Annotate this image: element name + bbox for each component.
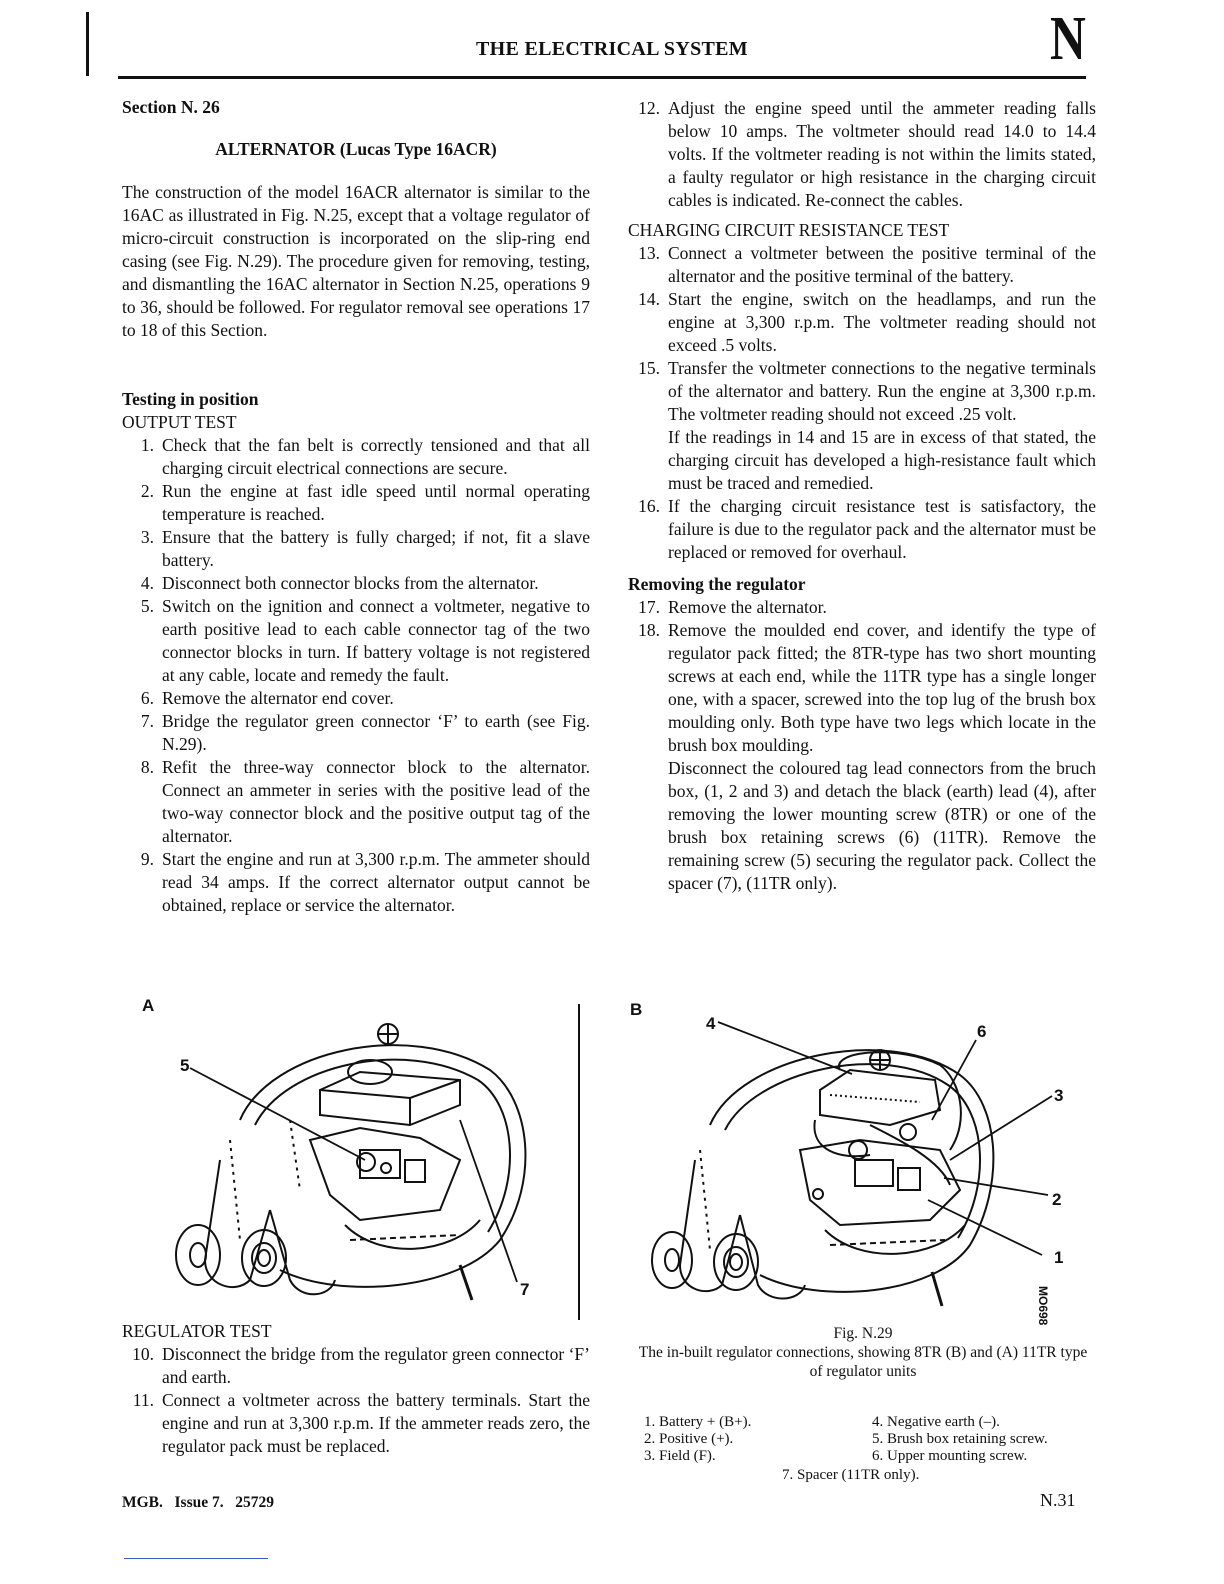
figure-caption-text: The in-built regulator connections, showing 8TR (B) and (A) 11TR type of regulator units bbox=[638, 1344, 1088, 1380]
section-title: ALTERNATOR (Lucas Type 16ACR) bbox=[215, 139, 497, 159]
list-item: 1. Check that the fan belt is correctly tensioned and that all charging circuit electrical connections are secure. bbox=[140, 435, 590, 478]
section-number: Section N. 26 bbox=[122, 97, 220, 117]
callout-5: 5 bbox=[180, 1056, 190, 1075]
figure-label-a: A bbox=[142, 996, 155, 1015]
callout-7: 7 bbox=[520, 1280, 530, 1299]
section-letter: N bbox=[1050, 5, 1086, 73]
right-column bbox=[628, 97, 1096, 895]
callout-4: 4 bbox=[706, 1014, 716, 1033]
list-item: 5. Switch on the ignition and connect a voltmeter, negative to earth positive lead to each cable connector tag of the two connector blocks in turn. If battery voltage is not registered at any cable, locate and remedy the fault. bbox=[140, 596, 590, 685]
list-item: 17. Remove the alternator. bbox=[638, 597, 827, 617]
list-item: 12. Adjust the engine speed until the ammeter reading falls below 10 amps. The voltmeter should read 14.0 to 14.4 volts. If the voltmeter reading is not within the limits stated, a faulty regulator or high resistance in the charging circuit cables is indicated. Re-connect the cables. bbox=[638, 98, 1096, 210]
list-item: 16. If the charging circuit resistance test is satisfactory, the failure is due to the regulator pack and the alternator must be replaced or removed for overhaul. bbox=[638, 496, 1096, 562]
figure-ref-code: MO698 bbox=[1036, 1286, 1050, 1326]
alternator-illustration-b bbox=[640, 1010, 1080, 1320]
legend-item: 1. Battery + (B+). bbox=[644, 1414, 752, 1430]
list-item: 3. Ensure that the battery is fully charged; if not, fit a slave battery. bbox=[140, 527, 590, 570]
callout-2: 2 bbox=[1052, 1190, 1062, 1209]
figure-caption bbox=[628, 1324, 1098, 1381]
list-item: 4. Disconnect both connector blocks from the alternator. bbox=[140, 573, 539, 593]
legend-item: 6. Upper mounting screw. bbox=[872, 1448, 1028, 1464]
regulator-test-block bbox=[122, 1320, 590, 1458]
charging-test-heading: CHARGING CIRCUIT RESISTANCE TEST bbox=[628, 220, 950, 240]
page-number: N.31 bbox=[1040, 1490, 1076, 1510]
list-item: 2. Run the engine at fast idle speed until normal operating temperature is reached. bbox=[140, 481, 590, 524]
list-item: 18. Remove the moulded end cover, and identify the type of regulator pack fitted; the 8TR-type has two short mounting screws at each end, while the 11TR type has a single longer one, with a spacer, screwed into the top lug of the brush box moulding only. Both type have two legs which locate in the brush box moulding. Disconnect the coloured tag lead connectors from the bruch box, (1, 2 and 3) and detach the black (earth) lead (4), after removing the lower mounting screw (8TR) or one of the brush box retaining screws (6) (11TR). Remove the remaining screw (5) securing the regulator pack. Collect the spacer (7), (11TR only). bbox=[638, 620, 1096, 893]
legend-item: 2. Positive (+). bbox=[644, 1431, 734, 1447]
bottom-link-line bbox=[124, 1558, 268, 1559]
output-test-list bbox=[122, 434, 590, 917]
legend-item: 7. Spacer (11TR only). bbox=[782, 1467, 920, 1483]
testing-heading: Testing in position bbox=[122, 389, 259, 409]
alternator-illustration-a bbox=[160, 1010, 560, 1310]
left-column bbox=[122, 96, 590, 917]
figure-label-b: B bbox=[630, 1000, 643, 1019]
callout-6: 6 bbox=[977, 1022, 987, 1041]
footer-issue: MGB. Issue 7. 25729 bbox=[122, 1494, 274, 1511]
list-item: 15. Transfer the voltmeter connections to the negative terminals of the alternator and battery. Run the engine at 3,300 r.p.m. The voltmeter reading should not exceed .25 volt. If the readings in 14 and 15 are in excess of that stated, the charging circuit has developed a high-resistance fault which must be traced and remedied. bbox=[638, 358, 1096, 493]
intro-paragraph: The construction of the model 16ACR alternator is similar to the 16AC as illustrated in Fig. N.25, except that a voltage regulator of micro-circuit construction is incorporated on the slip-ring end casing (see Fig. N.29). The procedure given for removing, testing, and dismantling the 16AC alternator in Section N.25, operations 9 to 36, should be followed. For regulator removal see operations 17 to 18 of this Section. bbox=[122, 182, 590, 340]
regulator-test-heading: REGULATOR TEST bbox=[122, 1321, 272, 1341]
list-item: 10. Disconnect the bridge from the regulator green connector ‘F’ and earth. bbox=[132, 1344, 590, 1387]
figure-divider bbox=[578, 1004, 580, 1320]
legend-bottom bbox=[782, 1467, 1002, 1484]
list-item: 14. Start the engine, switch on the headlamps, and run the engine at 3,300 r.p.m. The voltmeter reading should not exceed .5 volts. bbox=[638, 289, 1096, 355]
legend-item: 5. Brush box retaining screw. bbox=[872, 1431, 1048, 1447]
header-rule bbox=[118, 76, 1086, 79]
legend-item: 3. Field (F). bbox=[644, 1448, 716, 1464]
list-item: 13. Connect a voltmeter between the positive terminal of the alternator and the positive terminal of the battery. bbox=[638, 243, 1096, 286]
legend-right bbox=[872, 1414, 1092, 1465]
list-item: 11. Connect a voltmeter across the battery terminals. Start the engine and run at 3,300 r.p.m. If the ammeter reads zero, the regulator pack must be replaced. bbox=[132, 1390, 590, 1456]
list-item: 9. Start the engine and run at 3,300 r.p.m. The ammeter should read 34 amps. If the correct alternator output cannot be obtained, replace or service the alternator. bbox=[140, 849, 590, 915]
alternator-b-drawing bbox=[640, 1010, 1080, 1320]
output-test-heading: OUTPUT TEST bbox=[122, 412, 237, 432]
list-item: 8. Refit the three-way connector block to the alternator. Connect an ammeter in series with the positive lead of the two-way connector block and the positive output tag of the alternator. bbox=[140, 757, 590, 846]
callout-1: 1 bbox=[1054, 1248, 1064, 1267]
legend-left bbox=[644, 1414, 864, 1465]
page-header-title: THE ELECTRICAL SYSTEM bbox=[476, 38, 748, 60]
legend-item: 4. Negative earth (–). bbox=[872, 1414, 1000, 1430]
alternator-a-drawing bbox=[160, 1010, 560, 1310]
list-item: 6. Remove the alternator end cover. bbox=[140, 688, 394, 708]
list-item: 7. Bridge the regulator green connector ‘F’ to earth (see Fig. N.29). bbox=[140, 711, 590, 754]
figure-number: Fig. N.29 bbox=[833, 1325, 893, 1342]
callout-3: 3 bbox=[1054, 1086, 1064, 1105]
removing-regulator-heading: Removing the regulator bbox=[628, 574, 806, 594]
